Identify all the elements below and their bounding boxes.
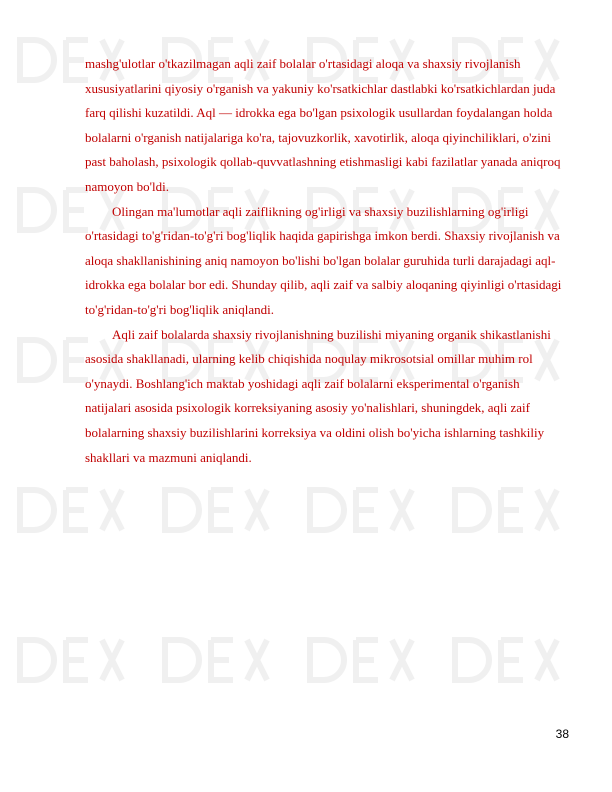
watermark-row-4	[20, 490, 557, 530]
watermark-row-5	[20, 640, 557, 680]
paragraph-3: Aqli zaif bolalarda shaxsiy rivojlanishning buzilishi miyaning organik shikastlanishi asosida shakllanadi, ularning kelib chiqishida noqulay mikrosotsial omillar muhim rol o'ynaydi. Boshlang'ich maktab yoshidagi aqli zaif bolalarni eksperimental o'rganish natijalari asosida psixologik korreksiyaning asosiy yo'nalishlari, shuningdek, aqli zaif bolalarning shaxsiy buzilishlarini korreksiya va oldini olish bo'yicha ishlarning tashkiliy shakllari va mazmuni aniqlandi.	[85, 326, 551, 465]
page-number: 38	[555, 727, 569, 741]
paragraph-1: mashg'ulotlar o'tkazilmagan aqli zaif bolalar o'rtasidagi aloqa va shaxsiy rivojlanish xususiyatlarini qiyosiy o'rganish va yakuniy ko'rsatkichlar dastlabki ko'rsatkichlardan juda farq qilishi kuzatildi. Aql — idrokka ega bo'lgan psixologik usullardan foydalangan holda bolalarni o'rganish natijalariga ko'ra, tajovuzkorlik, xavotirlik, aloqa qiyinchiliklari, o'zini past baholash, psixologik qollab-quvvatlashning etishmasligi kabi fazilatlar yanada aniqroq namoyon bo'ldi.	[85, 56, 561, 194]
paragraph-2: Olingan ma'lumotlar aqli zaiflikning og'irligi va shaxsiy buzilishlarning og'irligi o'rtasidagi to'g'ridan-to'g'ri bog'liqlik haqida gapirishga imkon berdi. Shaxsiy rivojlanish va aloqa shakllanishining aniq namoyon bo'lishi bo'lgan bolalar guruhida turli darajadagi aql-idrokka ega bolalar bor edi. Shunday qilib, aqli zaif va salbiy aloqaning qiyinligi o'rtasidagi to'g'ridan-to'g'ri bog'liqlik aniqlandi.	[85, 203, 562, 317]
document-body	[85, 52, 569, 470]
